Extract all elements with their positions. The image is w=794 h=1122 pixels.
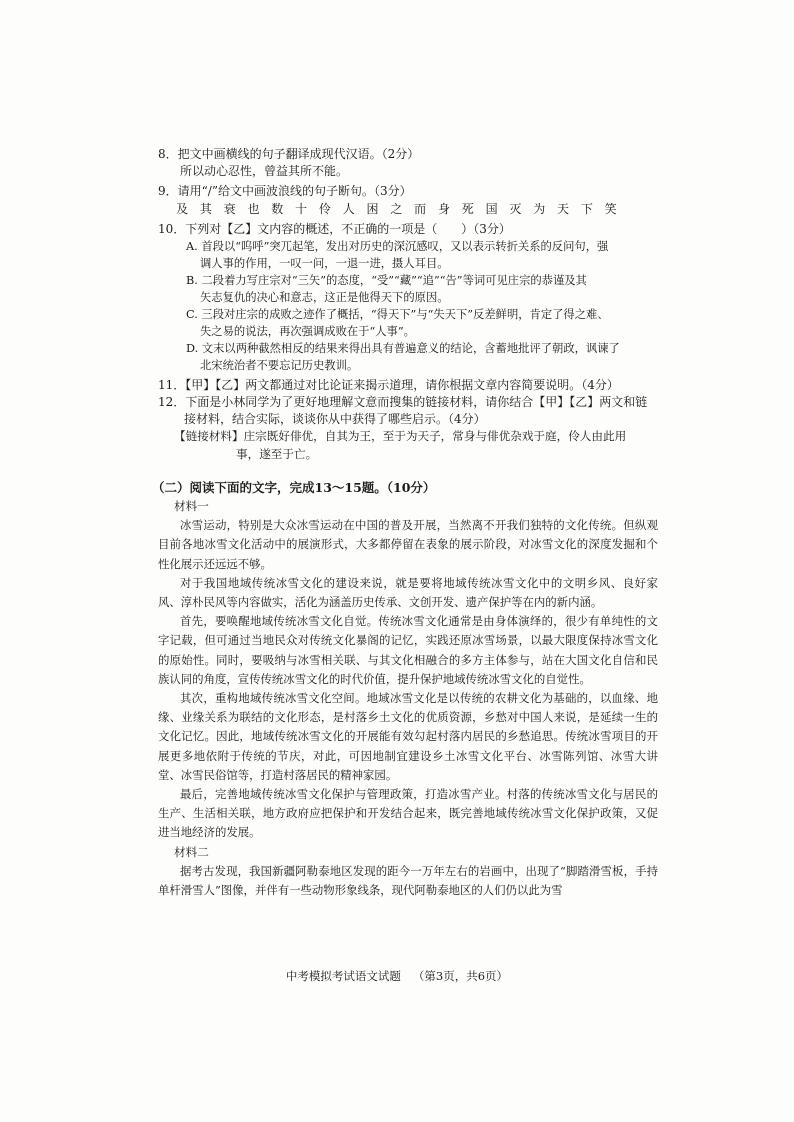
question-8-sentence: 所以动心忍性，曾益其所不能。 — [180, 164, 349, 178]
material-1-label: 材料一 — [174, 499, 209, 513]
question-10-option-d — [158, 340, 658, 374]
material-2-paragraph: 据考古发现，我国新疆阿勒泰地区发现的距今一万年左右的岩画中，出现了“脚踏滑雪板，手持单杆滑雪人”图像，并伴有一些动物形象线条，现代阿勒泰地区的人们仍以此为雪 — [158, 863, 658, 898]
option-a-line2: 调人事的作用，一叹一问，一退一进，摄人耳目。 — [200, 257, 449, 270]
material-1-paragraph: 首先，要唤醒地域传统冰雪文化自觉。传统冰雪文化通常是由身体演绎的，很少有单纯性的文字记载，但可通过当地民众对传统文化暴阁的记忆，实践还原冰雪场景，以最大限度保持冰雪文化的原始性。同时，要吸纳与冰雪相关联、与其文化相融合的多方主体参与，站在大国文化自信和民族认同的角度，宣传传统冰雪文化的时代价值，提升保护地域传统冰雪文化的自觉性。 — [158, 614, 658, 686]
material-1-paragraph: 对于我国地域传统冰雪文化的建设来说，就是要将地域传统冰雪文化中的文明乡风、良好家风、淳朴民风等内容做实，活化为涵盖历史传承、文创开发、遗产保护等在内的新内涵。 — [158, 575, 658, 610]
material-2-label: 材料二 — [174, 844, 209, 859]
option-b-line2: 矢志复仇的决心和意志，这正是他得天下的原因。 — [200, 291, 449, 304]
exam-content — [152, 146, 658, 900]
question-8-stem: 8．把文中画横线的句子翻译成现代汉语。（2分） — [158, 147, 420, 161]
link-material-line2: 事，遂至于亡。 — [236, 447, 318, 461]
question-12-stem-line1: 12．下面是小林同学为了更好地理解文意而搜集的链接材料，请你结合【甲】【乙】两文和链 — [158, 395, 648, 409]
material-1-paragraph: 其次，重构地域传统冰雪文化空间。地域冰雪文化是以传统的农耕文化为基础的，以血缘、地缘、业缘关系为联结的文化形态，是村落乡土文化的优质资源，乡愁对中国人来说，是延续一生的文化记忆。因此，地域传统冰雪文化的开展能有效勾起村落内居民的乡愁追思。传统冰雪项目的开展更多地依附于传统的节庆，对此，可因地制宜建设乡土冰雪文化平台、冰雪陈列馆、冰雪大讲堂、冰雪民俗馆等，打造村落居民的精神家园。 — [158, 691, 658, 782]
option-d-line1: D. 文末以两种截然相反的结果来得出具有普遍意义的结论，含蓄地批评了朝政，讽谏了 — [186, 342, 620, 355]
question-10-option-a — [158, 238, 658, 272]
material-1-paragraph: 最后，完善地域传统冰雪文化保护与管理政策，打造冰雪产业。村落的传统冰雪文化与居民的生产、生活相关联，地方政府应把保护和开发结合起来，既完善地域传统冰雪文化保护政策，又促进当地经济的发展。 — [158, 787, 658, 840]
option-c-line2: 失之易的说法，再次强调成败在于“人事”。 — [200, 325, 415, 338]
question-11-stem: 11．【甲】【乙】两文都通过对比论证来揭示道理，请你根据文章内容简要说明。（4分） — [158, 378, 619, 392]
page-footer — [0, 968, 794, 984]
question-9-stem: 9．请用“/”给文中画波浪线的句子断句。（3分） — [158, 184, 412, 198]
question-10-stem: 10．下列对【乙】文内容的概述，不正确的一项是（ ）（3分） — [158, 222, 511, 236]
question-12-stem-line2: 接材料，结合实际，谈谈你从中获得了哪些启示。（4分） — [184, 412, 486, 426]
option-d-line2: 北宋统治者不要忘记历史教训。 — [200, 359, 359, 372]
question-10-option-b — [158, 272, 658, 306]
material-1-paragraph: 冰雪运动，特别是大众冰雪运动在中国的普及开展，当然离不开我们独特的文化传统。但纵观目前各地冰雪文化活动中的展演形式，大多都停留在表象的展示阶段，对冰雪文化的深度发掘和个性化展示还远远不够。 — [158, 518, 658, 571]
question-10-option-c — [158, 306, 658, 340]
footer-title: 中考模拟考试语文试题 — [285, 969, 401, 983]
link-material-line1: 【链接材料】庄宗既好俳优，自其为王，至于为天子，常身与俳优杂戏于庭，伶人由此用 — [174, 429, 627, 443]
option-c-line1: C. 三段对庄宗的成败之迹作了概括，“得天下”与“失天下”反差鲜明，肯定了得之难、 — [186, 308, 609, 321]
question-9-sentence: 及 其 衰 也 数 十 伶 人 困 之 而 身 死 国 灭 为 天 下 笑 — [176, 202, 621, 216]
footer-page-number: （第3页，共6页） — [412, 969, 509, 983]
option-b-line1: B. 二段着力写庄宗对“三矢”的态度，“受”“藏”“追”“告”等词可见庄宗的恭谨及其 — [186, 274, 587, 287]
option-a-line1: A. 首段以“呜呼”突兀起笔，发出对历史的深沉感叹，又以表示转折关系的反问句，强 — [186, 240, 609, 253]
section-2-title: （二）阅读下面的文字，完成13～15题。（10分） — [152, 480, 436, 495]
